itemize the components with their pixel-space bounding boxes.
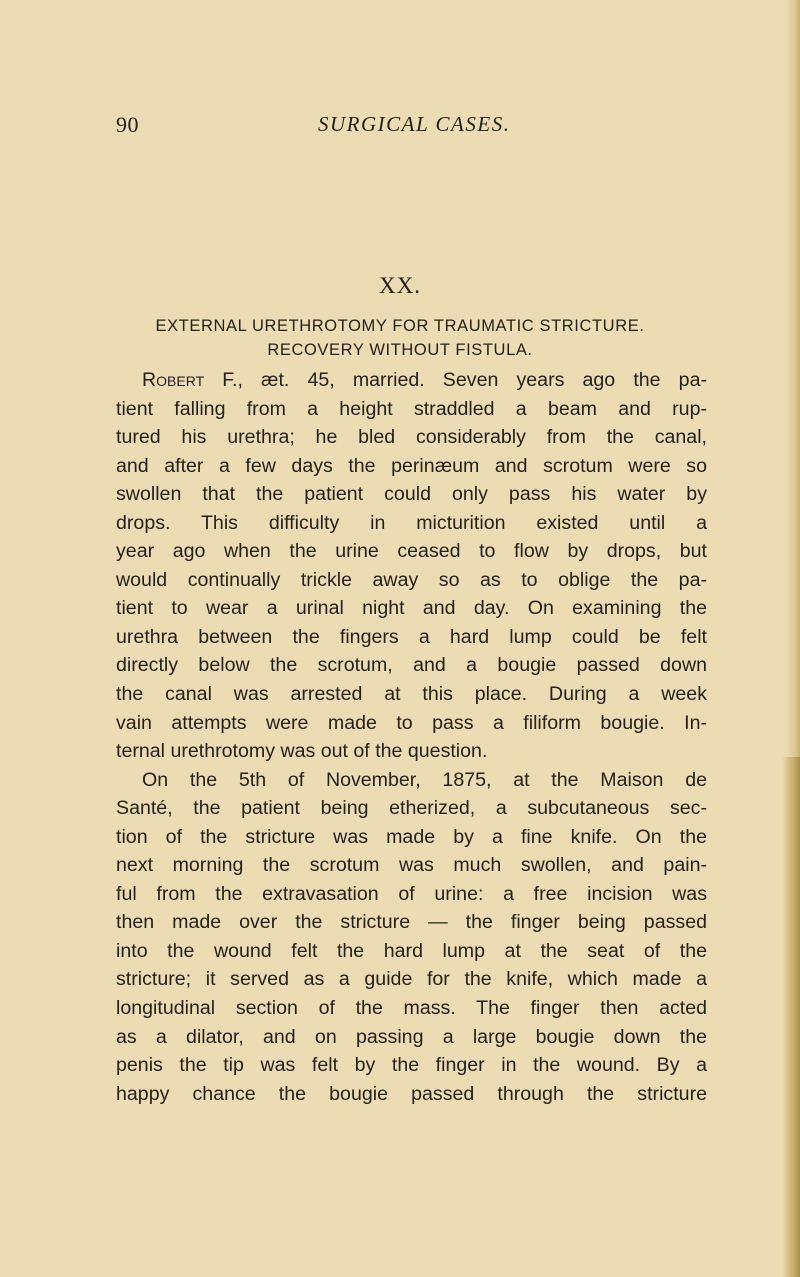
lead-name: Robert xyxy=(142,369,205,391)
page-number: 90 xyxy=(116,112,139,137)
running-title: SURGICAL CASES. xyxy=(318,112,511,136)
text-line: as a dilator, and on passing a large bougie down the xyxy=(116,1025,707,1048)
text-line: Santé, the patient being etherized, a subcutaneous sec- xyxy=(116,797,707,820)
text-line: into the wound felt the hard lump at the seat of the xyxy=(116,939,707,962)
text-line: then made over the stricture — the finger being passed xyxy=(116,911,707,934)
text-line: swollen that the patient could only pass his water by xyxy=(116,483,707,506)
text-line: longitudinal section of the mass. The finger then acted xyxy=(116,997,707,1020)
section-heading-line: EXTERNAL URETHROTOMY FOR TRAUMATIC STRICTURE. xyxy=(155,317,645,335)
text-line: On the 5th of November, 1875, at the Maison de xyxy=(142,768,707,791)
text-line: tient falling from a height straddled a beam and rup- xyxy=(116,397,707,420)
text-line: Robert F., æt. 45, married. Seven years ago the pa- xyxy=(142,369,707,391)
text-line: drops. This difficulty in micturition existed until a xyxy=(116,511,707,534)
text-line: vain attempts were made to pass a filiform bougie. In- xyxy=(116,711,707,734)
text-line: directly below the scrotum, and a bougie passed down xyxy=(116,654,707,677)
section-heading-line: RECOVERY WITHOUT FISTULA. xyxy=(267,341,533,359)
text-line: ternal urethrotomy was out of the question. xyxy=(116,740,488,763)
chapter-number: XX. xyxy=(379,273,421,298)
text-line: tient to wear a urinal night and day. On examining the xyxy=(116,597,707,620)
text-line: penis the tip was felt by the finger in the wound. By a xyxy=(116,1054,707,1077)
running-head xyxy=(116,112,676,142)
text-line: ful from the extravasation of urine: a free incision was xyxy=(116,882,707,905)
text-line: happy chance the bougie passed through the stricture xyxy=(116,1082,707,1105)
text-line: would continually trickle away so as to oblige the pa- xyxy=(116,568,707,591)
text-line: tion of the stricture was made by a fine knife. On the xyxy=(116,825,707,848)
page-edge-stain xyxy=(782,757,800,1277)
text-line: the canal was arrested at this place. During a week xyxy=(116,683,707,706)
section-heading xyxy=(80,314,720,362)
text-line: next morning the scrotum was much swollen, and pain- xyxy=(116,854,707,877)
body-text xyxy=(116,366,707,1108)
text-line: urethra between the fingers a hard lump could be felt xyxy=(116,625,707,648)
text-line: and after a few days the perinæum and scrotum were so xyxy=(116,454,707,477)
text-line: stricture; it served as a guide for the knife, which made a xyxy=(116,968,707,991)
text-line: tured his urethra; he bled considerably from the canal, xyxy=(116,426,707,449)
text-line: year ago when the urine ceased to flow by drops, but xyxy=(116,540,707,563)
